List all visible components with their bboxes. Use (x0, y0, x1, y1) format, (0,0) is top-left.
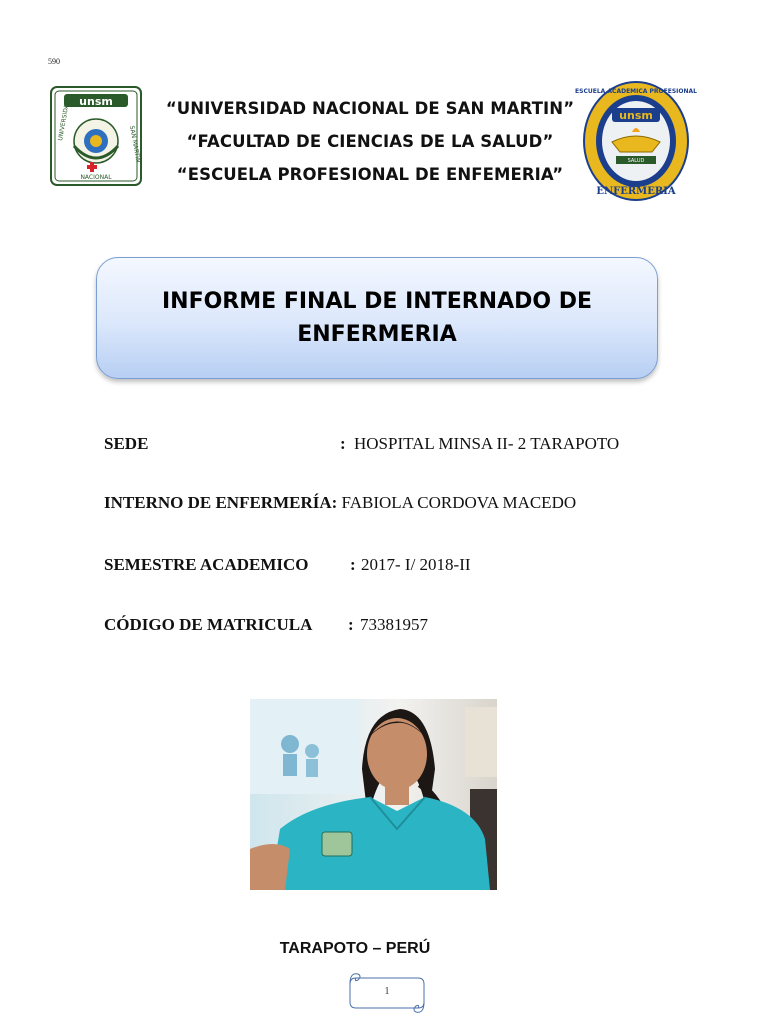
info-row-codigo (104, 615, 428, 635)
info-row-sede (104, 434, 620, 454)
info-row-semestre (104, 555, 471, 575)
info-colon: : (348, 615, 354, 634)
svg-text:NACIONAL: NACIONAL (80, 174, 112, 181)
faculty-name: “FACULTAD DE CIENCIAS DE LA SALUD” (186, 132, 554, 151)
svg-text:SAN MARTIN: SAN MARTIN (128, 125, 142, 164)
university-name: “UNIVERSIDAD NACIONAL DE SAN MARTIN” (165, 99, 575, 118)
info-value: 73381957 (360, 615, 428, 634)
school-name: “ESCUELA PROFESIONAL DE ENFEMERIA” (176, 165, 564, 184)
info-label: SEMESTRE ACADEMICO (104, 555, 309, 574)
info-label: INTERNO DE ENFERMERÍA: (104, 493, 338, 512)
info-value: 2017- I/ 2018-II (361, 555, 471, 574)
place-footer: TARAPOTO – PERÚ (279, 940, 431, 957)
info-label: SEDE (104, 434, 149, 453)
svg-text:ESCUELA ACADEMICA PROFESIONAL: ESCUELA ACADEMICA PROFESIONAL (575, 88, 697, 95)
svg-text:unsm: unsm (619, 109, 653, 122)
top-page-number: 590 (48, 57, 60, 66)
report-title: INFORME FINAL DE INTERNADO DE ENFERMERIA (161, 289, 593, 347)
info-colon: : (340, 434, 346, 453)
page-number: 1 (384, 986, 390, 997)
info-label: CÓDIGO DE MATRICULA (104, 615, 313, 634)
svg-text:SALUD: SALUD (627, 158, 645, 164)
svg-text:UNIVERSIDAD: UNIVERSIDAD (57, 99, 72, 142)
info-value: HOSPITAL MINSA II- 2 TARAPOTO (354, 434, 620, 453)
svg-text:unsm: unsm (79, 95, 113, 108)
report-title-box (96, 257, 658, 379)
unsm-seal-logo (50, 86, 142, 186)
svg-text:ENFERMERIA: ENFERMERIA (596, 186, 676, 197)
page-number-scroll (348, 968, 422, 1018)
student-photo (250, 699, 497, 890)
enfermeria-seal-logo (575, 80, 697, 202)
info-value: FABIOLA CORDOVA MACEDO (341, 493, 577, 512)
info-row-interno (104, 493, 576, 513)
info-colon: : (350, 555, 356, 574)
institution-header (150, 92, 590, 191)
